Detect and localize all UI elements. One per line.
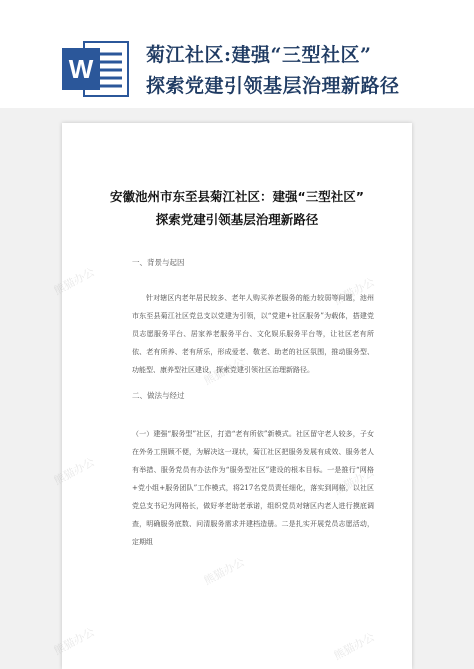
section2-heading: 二、做法与经过: [132, 391, 185, 400]
header-title-line1: 菊江社区:建强“三型社区”: [146, 44, 372, 66]
section1-heading: 一、背景与起因: [132, 258, 185, 267]
watermark: 熊猫办公: [51, 265, 97, 298]
header: [0, 0, 474, 108]
watermark: 熊猫办公: [331, 465, 377, 498]
word-icon-letter: W: [68, 54, 94, 84]
watermark: 熊猫办公: [331, 630, 377, 663]
watermark: 熊猫办公: [51, 455, 97, 488]
watermark: 熊猫办公: [201, 555, 247, 588]
word-document-icon: [60, 40, 130, 98]
watermark: 熊猫办公: [51, 625, 97, 658]
document-page: [51, 123, 412, 669]
watermark: 熊猫办公: [201, 355, 247, 388]
section1-paragraph: 针对辖区内老年居民较多、老年人购买养老服务的能力较弱等问题，池州市东至县菊江社区党总支以党建为引领，以“党建+社区服务”为载体，搭建党员志愿服务平台、居家养老服务平台、文化娱乐服务平台等，让社区老有所依、老有所养、老有所乐，形成爱老、敬老、助老的社区氛围，推动服务型、功能型、康养型社区建设，探索党建引领社区治理新路径。: [132, 294, 374, 374]
document-title-line1: 安徽池州市东至县菊江社区：建强“三型社区”: [110, 189, 364, 204]
document-title: [62, 185, 412, 231]
document-title-line2: 探索党建引领基层治理新路径: [155, 212, 319, 227]
section2-paragraph: （一）建强“服务型”社区，打造“老有所依”新模式。社区留守老人较多，子女在外务工照顾不便，为解决这一现状，菊江社区把服务发展有成效、服务老人有举措、服务党员有办法作为“服务型社区”建设的根本目标。一是推行“网格+党小组+服务团队”工作模式，将217名党员责任细化，落实到网格，以社区党总支书记为网格长，做好孝老助老承诺，组织党员对辖区内老人进行摸底调查，明确服务底数、问清服务需求并建档造册。二是扎实开展党员志愿活动，定期组: [132, 430, 374, 546]
header-title-line2: 探索党建引领基层治理新路径: [146, 75, 400, 97]
header-title: [146, 40, 466, 102]
watermark: 熊猫办公: [331, 275, 377, 308]
